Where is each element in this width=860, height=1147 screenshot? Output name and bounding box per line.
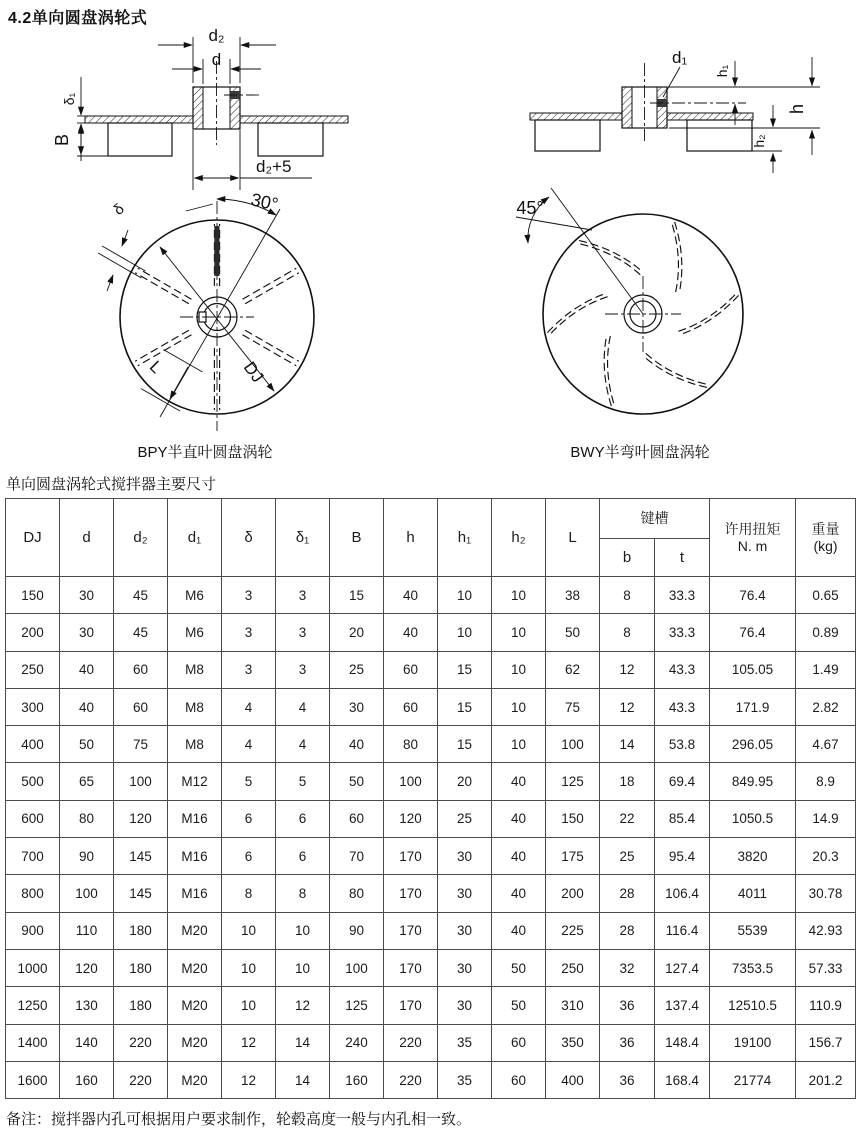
table-cell: 30	[330, 688, 384, 725]
table-cell: 160	[330, 1061, 384, 1098]
table-cell: 12510.5	[710, 987, 796, 1024]
table-cell: 10	[276, 949, 330, 986]
figures-area	[0, 27, 860, 441]
table-cell: 296.05	[710, 726, 796, 763]
table-cell: 3	[276, 651, 330, 688]
table-cell: M12	[168, 763, 222, 800]
table-cell: 4	[276, 688, 330, 725]
table-row	[6, 838, 856, 875]
table-cell: 69.4	[655, 763, 710, 800]
table-cell: 220	[384, 1024, 438, 1061]
col-header-keyway-t: t	[655, 539, 710, 577]
table-cell: 0.89	[796, 614, 856, 651]
table-row	[6, 1024, 856, 1061]
table-row	[6, 912, 856, 949]
table-cell: 120	[384, 800, 438, 837]
table-cell: 10	[438, 614, 492, 651]
table-cell: M6	[168, 614, 222, 651]
dim-label-delta: δ	[110, 200, 128, 219]
dim-label-h1: h₁	[714, 64, 730, 78]
table-caption: 单向圆盘涡轮式搅拌器主要尺寸	[6, 476, 217, 493]
table-cell: 33.3	[655, 614, 710, 651]
table-cell: 40	[492, 912, 546, 949]
table-cell: 60	[492, 1061, 546, 1098]
table-cell: 10	[492, 726, 546, 763]
table-cell: 100	[60, 875, 114, 912]
table-cell: 40	[492, 875, 546, 912]
table-cell: 10	[492, 688, 546, 725]
table-cell: 40	[492, 763, 546, 800]
torque-header-line1: 许用扭矩	[724, 520, 781, 537]
table-cell: 60	[114, 651, 168, 688]
page-title: 4.2单向圆盘涡轮式	[8, 10, 148, 27]
table-row	[6, 614, 856, 651]
table-cell: 35	[438, 1024, 492, 1061]
table-cell: 40	[60, 688, 114, 725]
bpy-front-view	[98, 189, 314, 431]
table-cell: 42.93	[796, 912, 856, 949]
dim-label-45deg: 45°	[516, 198, 544, 218]
table-cell: 76.4	[710, 614, 796, 651]
table-cell: 6	[222, 838, 276, 875]
table-cell: 30	[60, 577, 114, 614]
table-cell: M20	[168, 949, 222, 986]
table-cell: 145	[114, 838, 168, 875]
figure-caption-bpy: BPY半直叶圆盘涡轮	[137, 444, 273, 461]
table-cell: M8	[168, 726, 222, 763]
table-row	[6, 688, 856, 725]
table-cell: 75	[114, 726, 168, 763]
table-cell: 60	[384, 651, 438, 688]
technical-drawings	[0, 27, 860, 441]
table-cell: 60	[492, 1024, 546, 1061]
table-cell: 15	[438, 651, 492, 688]
table-cell: 50	[60, 726, 114, 763]
col-header-h2: h₂	[492, 499, 546, 577]
table-cell: 849.95	[710, 763, 796, 800]
table-cell: M20	[168, 987, 222, 1024]
table-cell: 4011	[710, 875, 796, 912]
table-cell: 40	[492, 838, 546, 875]
table-cell: 8	[600, 614, 655, 651]
table-cell: 180	[114, 912, 168, 949]
table-cell: 170	[384, 838, 438, 875]
table-cell: 45	[114, 577, 168, 614]
table-cell: 4	[222, 726, 276, 763]
weight-header-line1: 重量	[811, 520, 840, 537]
dim-label-d: d	[211, 50, 222, 69]
table-cell: 19100	[710, 1024, 796, 1061]
table-cell: 180	[114, 987, 168, 1024]
table-cell: 75	[546, 688, 600, 725]
table-row	[6, 651, 856, 688]
table-cell: 30	[438, 875, 492, 912]
table-cell: 3820	[710, 838, 796, 875]
table-cell: 125	[330, 987, 384, 1024]
table-cell: 60	[330, 800, 384, 837]
table-cell: 12	[600, 651, 655, 688]
table-cell: 38	[546, 577, 600, 614]
col-header-keyway: 键槽	[600, 499, 710, 539]
bwy-side-view	[530, 48, 820, 173]
table-row	[6, 1061, 856, 1098]
table-cell: 25	[600, 838, 655, 875]
dim-label-d2: d₂	[208, 27, 225, 45]
table-cell: 148.4	[655, 1024, 710, 1061]
table-cell: 145	[114, 875, 168, 912]
table-cell: 175	[546, 838, 600, 875]
table-cell: 120	[114, 800, 168, 837]
table-cell: 33.3	[655, 577, 710, 614]
footnote: 备注：搅拌器内孔可根据用户要求制作，轮毂高度一般与内孔相一致。	[6, 1111, 472, 1129]
table-cell: 40	[492, 800, 546, 837]
table-cell: M16	[168, 800, 222, 837]
table-cell: 1.49	[796, 651, 856, 688]
table-cell: 1400	[6, 1024, 60, 1061]
table-cell: 57.33	[796, 949, 856, 986]
dim-label-DJ: DJ	[239, 358, 268, 387]
col-header-delta1: δ₁	[276, 499, 330, 577]
table-cell: 400	[546, 1061, 600, 1098]
bwy-front-view	[516, 188, 743, 414]
table-cell: 15	[438, 726, 492, 763]
table-cell: 120	[60, 949, 114, 986]
table-cell: 156.7	[796, 1024, 856, 1061]
table-cell: 28	[600, 875, 655, 912]
table-cell: 240	[330, 1024, 384, 1061]
table-cell: 168.4	[655, 1061, 710, 1098]
col-header-h1: h₁	[438, 499, 492, 577]
table-cell: 1050.5	[710, 800, 796, 837]
table-cell: 6	[276, 800, 330, 837]
dim-label-d1: d₁	[672, 48, 688, 67]
table-row	[6, 987, 856, 1024]
table-cell: 10	[222, 949, 276, 986]
dimensions-table-body	[6, 577, 856, 1099]
bpy-side-view	[52, 27, 348, 190]
table-cell: 60	[114, 688, 168, 725]
table-cell: 8	[600, 577, 655, 614]
table-cell: 20	[330, 614, 384, 651]
table-cell: M20	[168, 912, 222, 949]
table-cell: 5539	[710, 912, 796, 949]
table-cell: M16	[168, 875, 222, 912]
table-cell: 1250	[6, 987, 60, 1024]
table-cell: 8.9	[796, 763, 856, 800]
table-cell: 35	[438, 1061, 492, 1098]
torque-header-line2: N. m	[737, 537, 768, 554]
table-cell: 25	[330, 651, 384, 688]
table-cell: 95.4	[655, 838, 710, 875]
table-cell: 65	[60, 763, 114, 800]
table-cell: 3	[222, 614, 276, 651]
table-cell: 2.82	[796, 688, 856, 725]
table-cell: M8	[168, 688, 222, 725]
table-cell: 100	[330, 949, 384, 986]
table-cell: 14	[276, 1061, 330, 1098]
table-cell: 250	[546, 949, 600, 986]
table-cell: 10	[492, 577, 546, 614]
dim-label-h: h	[787, 103, 807, 115]
table-row	[6, 577, 856, 614]
table-cell: 220	[384, 1061, 438, 1098]
table-cell: 85.4	[655, 800, 710, 837]
table-row	[6, 726, 856, 763]
table-cell: 14	[276, 1024, 330, 1061]
table-cell: 30	[438, 949, 492, 986]
table-cell: 90	[330, 912, 384, 949]
table-cell: 150	[546, 800, 600, 837]
col-header-torque	[710, 499, 796, 577]
table-row	[6, 875, 856, 912]
table-cell: 125	[546, 763, 600, 800]
table-cell: 4.67	[796, 726, 856, 763]
table-cell: 12	[276, 987, 330, 1024]
table-cell: 6	[222, 800, 276, 837]
table-cell: 50	[492, 949, 546, 986]
table-cell: 250	[6, 651, 60, 688]
table-cell: 14	[600, 726, 655, 763]
table-cell: 170	[384, 949, 438, 986]
table-cell: 137.4	[655, 987, 710, 1024]
table-cell: 36	[600, 1061, 655, 1098]
col-header-L: L	[546, 499, 600, 577]
table-cell: 10	[276, 912, 330, 949]
table-cell: 3	[276, 614, 330, 651]
table-row	[6, 800, 856, 837]
table-cell: 5	[222, 763, 276, 800]
table-cell: 30	[438, 987, 492, 1024]
table-cell: 18	[600, 763, 655, 800]
table-cell: 170	[384, 987, 438, 1024]
table-cell: M8	[168, 651, 222, 688]
table-cell: 140	[60, 1024, 114, 1061]
col-header-h: h	[384, 499, 438, 577]
table-cell: 200	[546, 875, 600, 912]
table-cell: 32	[600, 949, 655, 986]
figure-captions	[0, 441, 860, 465]
table-cell: 3	[222, 577, 276, 614]
table-cell: 76.4	[710, 577, 796, 614]
table-cell: 170	[384, 875, 438, 912]
table-cell: 50	[546, 614, 600, 651]
table-cell: 800	[6, 875, 60, 912]
table-cell: 80	[60, 800, 114, 837]
table-cell: 160	[60, 1061, 114, 1098]
table-cell: 0.65	[796, 577, 856, 614]
table-cell: 310	[546, 987, 600, 1024]
table-cell: 53.8	[655, 726, 710, 763]
table-cell: 100	[384, 763, 438, 800]
table-cell: 116.4	[655, 912, 710, 949]
table-cell: 600	[6, 800, 60, 837]
dim-label-d2plus5: d₂+5	[256, 157, 292, 176]
table-cell: 3	[276, 577, 330, 614]
table-cell: 30	[60, 614, 114, 651]
table-cell: 15	[330, 577, 384, 614]
table-cell: 14.9	[796, 800, 856, 837]
figure-caption-bwy: BWY半弯叶圆盘涡轮	[570, 444, 710, 461]
table-cell: 22	[600, 800, 655, 837]
table-cell: 28	[600, 912, 655, 949]
col-header-B: B	[330, 499, 384, 577]
table-cell: 900	[6, 912, 60, 949]
table-cell: 100	[114, 763, 168, 800]
table-cell: 80	[384, 726, 438, 763]
table-cell: 500	[6, 763, 60, 800]
table-cell: 106.4	[655, 875, 710, 912]
table-cell: 40	[60, 651, 114, 688]
table-cell: M6	[168, 577, 222, 614]
table-cell: 5	[276, 763, 330, 800]
col-header-d2: d₂	[114, 499, 168, 577]
table-cell: 80	[330, 875, 384, 912]
table-cell: 50	[330, 763, 384, 800]
col-header-keyway-b: b	[600, 539, 655, 577]
dim-label-30deg: 30°	[249, 189, 280, 215]
table-cell: 10	[492, 614, 546, 651]
table-cell: 40	[330, 726, 384, 763]
table-cell: 25	[438, 800, 492, 837]
table-cell: 1000	[6, 949, 60, 986]
table-cell: 62	[546, 651, 600, 688]
dim-label-L: L	[145, 357, 166, 378]
dim-label-B: B	[52, 133, 72, 147]
table-cell: 225	[546, 912, 600, 949]
table-cell: 400	[6, 726, 60, 763]
table-cell: 20.3	[796, 838, 856, 875]
table-cell: 7353.5	[710, 949, 796, 986]
table-cell: 10	[222, 987, 276, 1024]
table-cell: 30	[438, 912, 492, 949]
table-cell: 45	[114, 614, 168, 651]
dim-label-h2: h₂	[751, 134, 767, 148]
table-cell: 170	[384, 912, 438, 949]
table-cell: 130	[60, 987, 114, 1024]
table-cell: 70	[330, 838, 384, 875]
table-cell: 700	[6, 838, 60, 875]
table-cell: 10	[222, 912, 276, 949]
col-header-weight	[796, 499, 856, 577]
table-cell: 40	[384, 577, 438, 614]
table-cell: 180	[114, 949, 168, 986]
table-cell: 150	[6, 577, 60, 614]
table-cell: 36	[600, 987, 655, 1024]
table-cell: 60	[384, 688, 438, 725]
table-cell: 43.3	[655, 651, 710, 688]
col-header-d: d	[60, 499, 114, 577]
table-cell: 12	[600, 688, 655, 725]
weight-header-line2: (kg)	[813, 537, 838, 554]
table-cell: 30.78	[796, 875, 856, 912]
table-cell: 10	[492, 651, 546, 688]
table-cell: 8	[222, 875, 276, 912]
table-cell: 6	[276, 838, 330, 875]
table-cell: 12	[222, 1061, 276, 1098]
table-cell: 110.9	[796, 987, 856, 1024]
table-cell: 200	[6, 614, 60, 651]
dimensions-table	[5, 498, 856, 1099]
table-cell: 220	[114, 1061, 168, 1098]
table-cell: M16	[168, 838, 222, 875]
table-cell: 21774	[710, 1061, 796, 1098]
table-cell: 127.4	[655, 949, 710, 986]
table-cell: 12	[222, 1024, 276, 1061]
table-cell: M20	[168, 1061, 222, 1098]
table-cell: 110	[60, 912, 114, 949]
table-cell: 3	[222, 651, 276, 688]
table-cell: 220	[114, 1024, 168, 1061]
table-cell: 4	[222, 688, 276, 725]
table-cell: 40	[384, 614, 438, 651]
dim-label-delta1: δ₁	[61, 92, 77, 106]
table-cell: 30	[438, 838, 492, 875]
table-cell: 100	[546, 726, 600, 763]
table-cell: 350	[546, 1024, 600, 1061]
table-cell: 300	[6, 688, 60, 725]
table-cell: 8	[276, 875, 330, 912]
table-cell: 90	[60, 838, 114, 875]
table-cell: 36	[600, 1024, 655, 1061]
table-cell: 10	[438, 577, 492, 614]
table-cell: 105.05	[710, 651, 796, 688]
table-cell: 1600	[6, 1061, 60, 1098]
table-cell: 50	[492, 987, 546, 1024]
table-cell: 15	[438, 688, 492, 725]
table-cell: 171.9	[710, 688, 796, 725]
table-cell: 43.3	[655, 688, 710, 725]
table-row	[6, 949, 856, 986]
table-cell: 20	[438, 763, 492, 800]
table-cell: M20	[168, 1024, 222, 1061]
col-header-d1: d₁	[168, 499, 222, 577]
col-header-dj: DJ	[6, 499, 60, 577]
col-header-delta: δ	[222, 499, 276, 577]
table-cell: 201.2	[796, 1061, 856, 1098]
table-cell: 4	[276, 726, 330, 763]
table-row	[6, 763, 856, 800]
